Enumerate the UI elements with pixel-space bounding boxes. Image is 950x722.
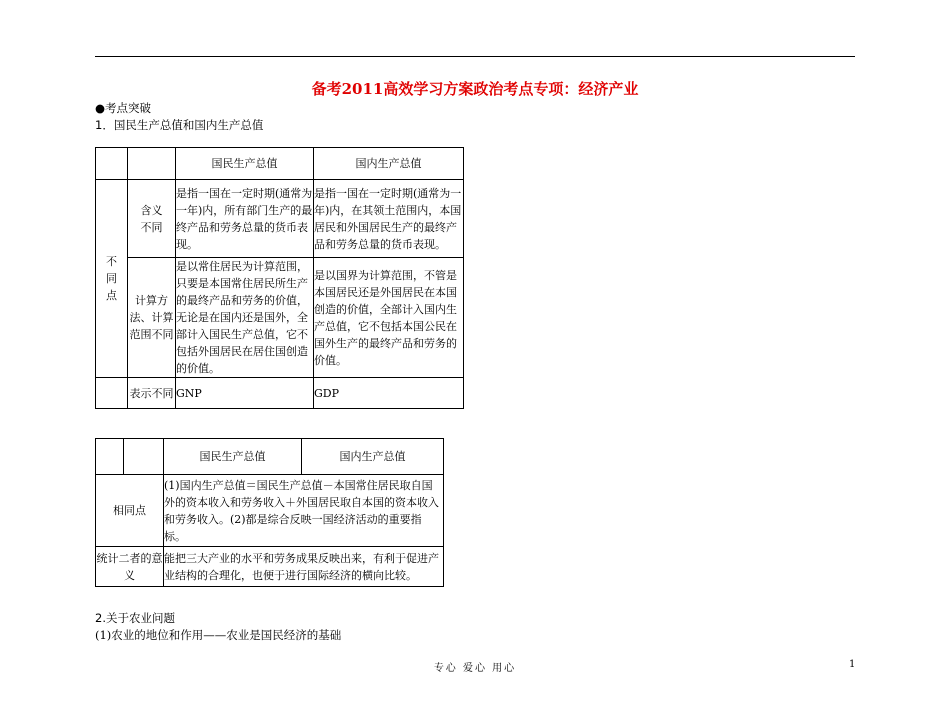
table-header-row	[96, 148, 464, 180]
page-footer: 专心 爱心 用心	[433, 663, 517, 674]
row-label-significance: 统计二者的意 义	[96, 547, 164, 587]
cell-gdp-meaning: 是指一国在一定时期(通常为一年)内，在其领土范围内，本国居民和外国居民生产的最终产品和劳务总量的货币表现。	[314, 180, 464, 258]
header-rule	[95, 56, 855, 57]
comparison-table-1	[95, 147, 464, 409]
group-label-differences: 不 同 点	[96, 180, 128, 378]
row-label-similarities: 相同点	[96, 475, 164, 547]
page-number: 1	[849, 659, 856, 670]
cell-gnp-calculation: 是以常住居民为计算范围，只要是本国常住居民所生产的最终产品和劳务的价值，无论是在国内还是国外，全部计入国民生产总值，它不包括外国居民在居住国创造的价值。	[176, 258, 314, 378]
table-row	[96, 547, 444, 587]
cell-gdp-notation: GDP	[314, 378, 464, 409]
table-row	[96, 180, 464, 258]
table-row	[96, 378, 464, 409]
cell-significance: 能把三大产业的水平和劳务成果反映出来，有利于促进产业结构的合理化，也便于进行国际经济的横向比较。	[164, 547, 444, 587]
table-row	[96, 258, 464, 378]
header-gnp: 国民生产总值	[176, 148, 314, 180]
empty-cell	[96, 148, 128, 180]
cell-gnp-meaning: 是指一国在一定时期(通常为一年)内，所有部门生产的最终产品和劳务总量的货币表现。	[176, 180, 314, 258]
empty-cell	[96, 439, 124, 475]
empty-cell	[124, 439, 164, 475]
cell-gnp-notation: GNP	[176, 378, 314, 409]
comparison-table-2	[95, 438, 444, 587]
section-heading-2: 2.关于农业问题	[95, 611, 175, 625]
row-label-notation: 表示不同	[128, 378, 176, 409]
empty-cell	[96, 378, 128, 409]
table-header-row	[96, 439, 444, 475]
page-title: 备考2011高效学习方案政治考点专项：经济产业	[311, 80, 639, 98]
header-gdp: 国内生产总值	[314, 148, 464, 180]
header-gnp: 国民生产总值	[164, 439, 302, 475]
cell-gdp-calculation: 是以国界为计算范围，不管是本国居民还是外国居民在本国创造的价值，全部计入国内生产总值，它不包括本国公民在国外生产的最终产品和劳务的价值。	[314, 258, 464, 378]
empty-cell	[128, 148, 176, 180]
section-subheading: (1)农业的地位和作用——农业是国民经济的基础	[95, 628, 342, 642]
cell-similarities: (1)国内生产总值＝国民生产总值－本国常住居民取自国外的资本收入和劳务收入＋外国居民取自本国的资本收入和劳务收入。(2)都是综合反映一国经济活动的重要指标。	[164, 475, 444, 547]
header-gdp: 国内生产总值	[302, 439, 444, 475]
section-bullet: ●考点突破	[95, 101, 152, 115]
section-heading-1: 1．国民生产总值和国内生产总值	[95, 118, 264, 132]
table-row	[96, 475, 444, 547]
row-label-meaning: 含义 不同	[128, 180, 176, 258]
row-label-calculation: 计算方 法、计算 范围不同	[128, 258, 176, 378]
